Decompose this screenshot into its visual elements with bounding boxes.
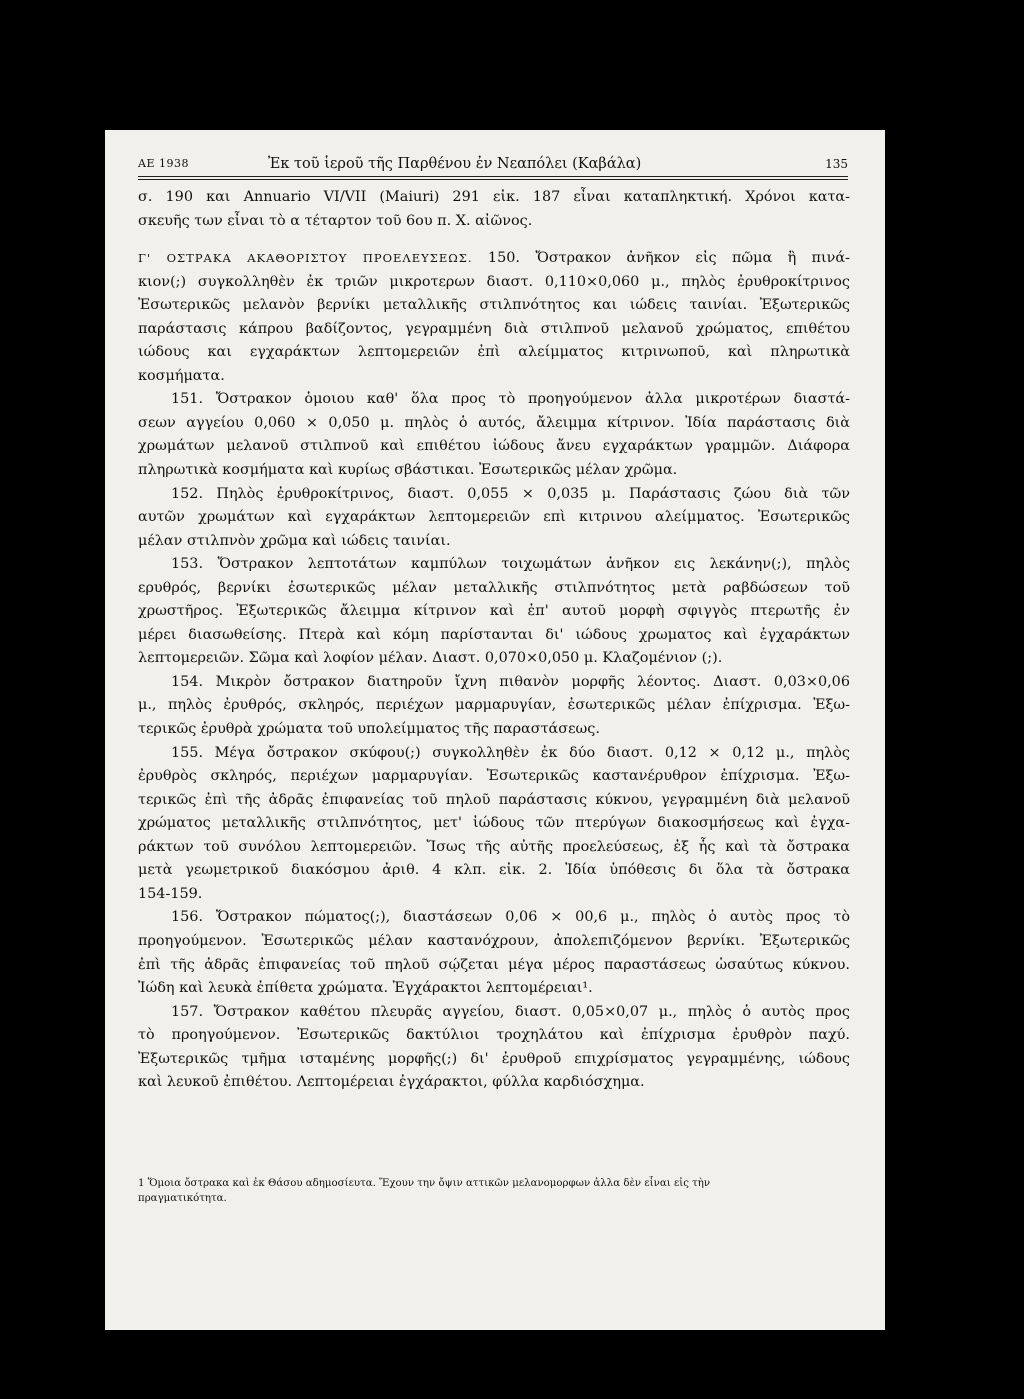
text-line: 154-159. bbox=[138, 885, 203, 902]
text-line: τερικῶς ἐρυθρὰ χρώματα τοῦ υπολείμματος τῆς παραστάσεως. bbox=[138, 721, 600, 738]
footnote-line: 1 Ὅμοια ὄστρακα καὶ ἐκ Θάσου αδημοσίευτα. Ἔχουν την ὄψιν αττικῶν μελανομορφων ἀλλα δὲν εἶναι εἰς τὴν bbox=[138, 1178, 711, 1189]
text-line: χρώματος μεταλλικῆς στιλπνότητος, μετ' ἰώδους τῶν πτερύγων διακοσμήσεως καὶ ἐγχα- bbox=[138, 815, 850, 832]
text-line: παράστασις κάπρου βαδίζοντος, γεγραμμένη διὰ στιλπνοῦ μελανοῦ χρώματος, επιθέτου bbox=[138, 320, 850, 337]
footnote-line: πραγματικότητα. bbox=[138, 1193, 227, 1204]
text-line: μέρει διασωθείσης. Πτερὰ καὶ κόμη παρίστανται δι' ιώδους χρωματος καὶ ἐγχαράκτων bbox=[138, 626, 850, 643]
text-line: σκευῆς των εἶναι τὸ α τέταρτον τοῦ 6ου π. Χ. αἰῶνος. bbox=[138, 212, 533, 229]
text-line: Ἰώδη καὶ λευκὰ ἐπίθετα χρώματα. Ἐγχάρακτοι λεπτομέρειαι¹. bbox=[138, 980, 593, 997]
text-line: ερυθρός, βερνίκι ἐσωτερικῶς μέλαν μεταλλικῆς στιλπνότητος μετὰ ραβδώσεων τοῦ bbox=[138, 579, 850, 596]
text-line: μέλαν στιλπνὸν χρῶμα καὶ ιώδεις ταινίαι. bbox=[138, 532, 451, 549]
text-line: σεων αγγείου 0,060 × 0,050 μ. πηλὸς ὁ αυτός, ἄλειμμα κίτρινον. Ἰδία παράστασις διὰ bbox=[138, 414, 850, 431]
text-line: μετὰ γεωμετρικοῦ διακόσμου ἀριθ. 4 κλπ. εἰκ. 2. Ἰδία ὑπόθεσις δι ὅλα τὰ ὄστρακα bbox=[138, 862, 850, 879]
text-line: αυτῶν χρωμάτων καὶ εγχαράκτων λεπτομερειῶν επὶ κιτρινου αλείμματος. Ἐσωτερικῶς bbox=[138, 509, 850, 526]
text-line: Ἐξωτερικῶς τμῆμα ισταμένης μορφῆς(;) δι' ἐρυθροῦ επιχρίσματος γεγραμμένης, ιώδους bbox=[138, 1050, 850, 1067]
text-line: σ. 190 και Annuario VI/VII (Maiuri) 291 εἰκ. 187 εἶναι καταπληκτική. Χρόνοι κατα- bbox=[138, 189, 850, 205]
text-line: τὸ προηγούμενον. Ἐσωτερικῶς δακτύλιοι τροχηλάτου καὶ ἐπίχρισμα ἐρυθρὸν παχύ. bbox=[138, 1027, 850, 1044]
text-line: χρωμάτων μελανοῦ στιλπνοῦ καὶ επιθέτου ἰώδους ἄνευ εγχαράκτων γραμμῶν. Διάφορα bbox=[138, 438, 850, 455]
entry-first-line: 153. Ὄστρακον λεπτοτάτων καμπύλων τοιχωμάτων ἀνῆκον εις λεκάνην(;), πηλὸς bbox=[171, 556, 850, 573]
journal-abbrev: ΑΕ 1938 bbox=[138, 157, 189, 170]
section-heading: Γ' ΟΣΤΡΑΚΑ ΑΚΑΘΟΡΙΣΤΟΥ ΠΡΟΕΛΕΥΣΕΩΣ. bbox=[138, 251, 473, 266]
text-line: λεπτομερειῶν. Σῶμα καὶ λοφίον μέλαν. Διαστ. 0,070×0,050 μ. Κλαζομένιον (;). bbox=[138, 650, 723, 667]
body-text bbox=[138, 186, 850, 1095]
text-line: πληρωτικὰ κοσμήματα καὶ κυρίως σβάστικαι. Ἐσωτερικῶς μέλαν χρῶμα. bbox=[138, 462, 678, 479]
text-line: μ., πηλὸς ἐρυθρός, σκληρός, περιέχων μαρμαρυγίαν, ἐσωτερικῶς μέλαν ἐπίχρισμα. Ἐξω- bbox=[138, 697, 850, 714]
page-number: 135 bbox=[825, 157, 848, 171]
text-line: καὶ λευκοῦ ἐπιθέτου. Λεπτομέρειαι ἐγχάρακτοι, φύλλα καρδιόσχημα. bbox=[138, 1074, 645, 1091]
text-line: ιώδους και εγχαράκτων λεπτομερειῶν ἐπὶ αλείμματος κιτρινωποῦ, καὶ πληρωτικὰ bbox=[138, 344, 850, 361]
text-line: Ἐσωτερικῶς μελανὸν βερνίκι μεταλλικῆς στιλπνότητος και ιώδεις ταινίαι. Ἐξωτερικῶς bbox=[138, 297, 850, 314]
text-line: κοσμήματα. bbox=[138, 367, 225, 384]
header-rule bbox=[138, 176, 848, 177]
running-title: Ἐκ τοῦ ἱεροῦ τῆς Παρθένου ἐν Νεαπόλει (Καβάλα) bbox=[268, 156, 642, 172]
entry-first-line: 152. Πηλὸς ἐρυθροκίτρινος, διαστ. 0,055 × 0,035 μ. Παράστασις ζώου διὰ τῶν bbox=[171, 485, 850, 502]
entry-first-line: 155. Μέγα ὄστρακον σκύφου(;) συγκολληθὲν ἐκ δύο διαστ. 0,12 × 0,12 μ., πηλὸς bbox=[171, 744, 850, 761]
entry-first-line: 154. Μικρὸν ὄστρακον διατηροῦν ἴχνη πιθανὸν μορφῆς λέοντος. Διαστ. 0,03×0,06 bbox=[171, 673, 850, 690]
text-line: κιον(;) συγκολληθὲν ἐκ τριῶν μικροτερων διαστ. 0,110×0,060 μ., πηλὸς ἐρυθροκίτρινος bbox=[138, 273, 850, 290]
text-line: τερικῶς ἐπὶ τῆς ἀδρᾶς ἐπιφανείας τοῦ πηλοῦ παράστασις κύκνου, γεγραμμένη διὰ μελανοῦ bbox=[138, 791, 850, 808]
text-line: ἐπὶ τῆς ἀδρᾶς ἐπιφανείας τοῦ πηλοῦ σῴζεται μέγα μέρος παραστάσεως ὡσαύτως κύκνου. bbox=[138, 956, 850, 973]
section-first-line bbox=[138, 247, 850, 271]
text-line: ράκτων τοῦ συνόλου λεπτομερειῶν. Ἴσως τῆς αὐτῆς προελεύσεως, ἐξ ἧς καὶ τὰ ὄστρακα bbox=[138, 838, 850, 855]
entry-first-line: 156. Ὄστρακον πώματος(;), διαστάσεων 0,06 × 00,6 μ., πηλὸς ὁ αυτὸς προς τὸ bbox=[171, 909, 850, 926]
text-line: 150. Ὄστρακον ἀνῆκον εἰς πῶμα ἢ πινά- bbox=[487, 250, 850, 267]
footnote bbox=[138, 1176, 850, 1206]
running-header bbox=[138, 153, 848, 175]
entry-first-line: 151. Ὄστρακον ὁμοιου καθ' ὅλα προς τὸ προηγούμενον ἀλλα μικροτέρων διαστά- bbox=[171, 391, 850, 408]
entries bbox=[138, 388, 850, 1094]
entry-first-line: 157. Ὄστρακον καθέτου πλευρᾶς αγγείου, διαστ. 0,05×0,07 μ., πηλὸς ὁ αυτὸς προς bbox=[171, 1003, 850, 1020]
text-line: προηγούμενον. Ἐσωτερικῶς μέλαν καστανόχρουν, ἀπολεπιζόμενον βερνίκι. Ἐξωτερικῶς bbox=[138, 932, 850, 949]
text-line: ἐρυθρὸς σκληρός, περιέχων μαρμαρυγίαν. Ἐσωτερικῶς καστανέρυθρον ἐπίχρισμα. Ἐξω- bbox=[138, 768, 850, 785]
header-rule-double bbox=[138, 179, 848, 180]
text-line: χρωστῆρος. Ἐξωτερικῶς ἄλειμμα κίτρινον καὶ ἐπ' αυτοῦ μορφὴ σφιγγὸς πτερωτῆς ἐν bbox=[138, 603, 850, 620]
